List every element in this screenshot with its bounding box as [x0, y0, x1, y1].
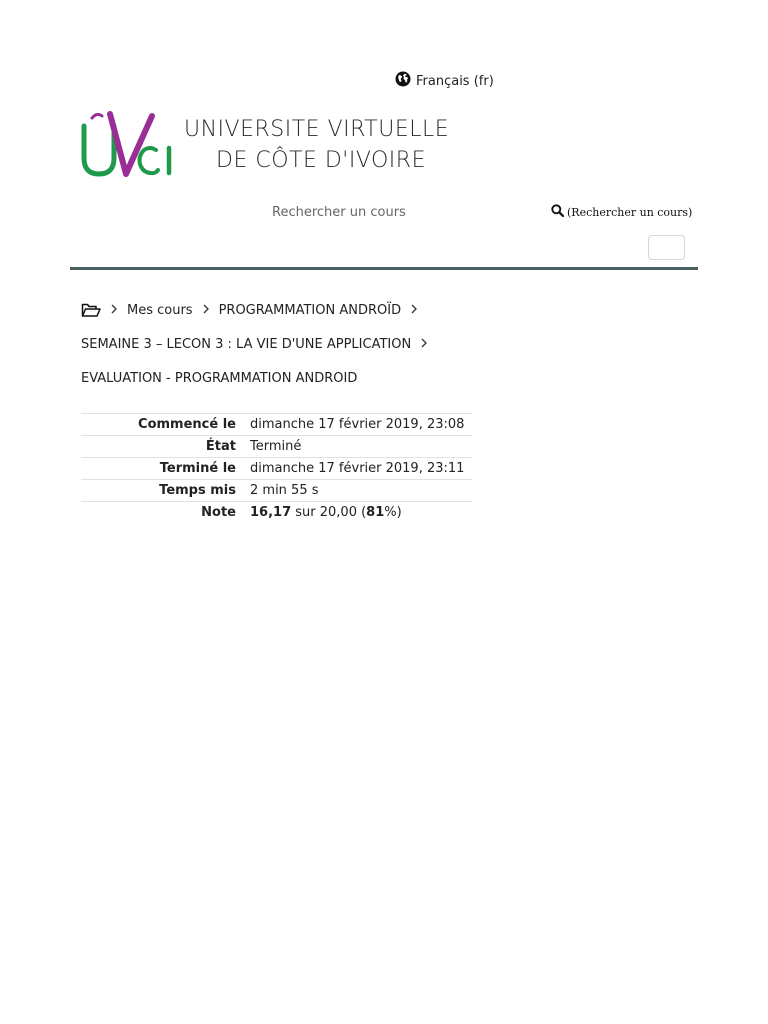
uvci-logo-mark: [80, 110, 180, 182]
row-label: Terminé le: [159, 460, 236, 476]
breadcrumb-row-1: [81, 302, 427, 318]
chevron-right-icon: [421, 337, 427, 352]
site-logo[interactable]: [80, 110, 460, 182]
grade-percent: 81: [366, 504, 385, 520]
table-row: [81, 458, 472, 480]
globe-icon: [395, 71, 416, 91]
language-selector[interactable]: [395, 72, 494, 90]
logo-line-1: UNIVERSITE VIRTUELLE: [184, 117, 450, 142]
language-label: Français (fr): [416, 73, 494, 89]
course-search-button[interactable]: [551, 203, 692, 221]
breadcrumb-item-course[interactable]: PROGRAMMATION ANDROÏD: [218, 302, 402, 318]
row-label: Commencé le: [138, 416, 236, 432]
breadcrumb-row-3: [81, 371, 357, 386]
breadcrumb-item-lesson[interactable]: SEMAINE 3 – LECON 3 : LA VIE D'UNE APPLICATION: [81, 337, 412, 352]
row-value: dimanche 17 février 2019, 23:08: [250, 416, 465, 432]
course-search-input[interactable]: [272, 202, 512, 222]
folder-open-icon[interactable]: [81, 302, 101, 318]
table-row-grade: [81, 502, 472, 524]
grade-value: [250, 502, 472, 524]
table-row: [81, 414, 472, 436]
grade-label: Note: [201, 504, 236, 520]
chevron-right-icon: [111, 303, 117, 318]
table-row: [81, 480, 472, 502]
table-row: [81, 436, 472, 458]
grade-percent-suffix: %): [384, 504, 402, 520]
quiz-attempt-summary-table: [81, 413, 472, 523]
navbar-toggle-button[interactable]: [648, 235, 685, 260]
row-value: Terminé: [250, 438, 302, 454]
search-button-label: (Rechercher un cours): [567, 205, 693, 219]
breadcrumb-row-2: [81, 337, 437, 352]
chevron-right-icon: [203, 303, 209, 318]
search-icon: [551, 204, 567, 220]
row-value: 2 min 55 s: [250, 482, 319, 498]
header-divider: [70, 267, 698, 270]
chevron-right-icon: [411, 303, 417, 318]
row-label: État: [205, 438, 236, 454]
grade-score: 16,17: [250, 504, 292, 520]
grade-out-of: sur 20,00 (: [291, 504, 367, 520]
breadcrumb-item-quiz[interactable]: EVALUATION - PROGRAMMATION ANDROID: [81, 371, 358, 386]
row-value: dimanche 17 février 2019, 23:11: [250, 460, 465, 476]
row-label: Temps mis: [159, 482, 236, 498]
breadcrumb-item-my-courses[interactable]: Mes cours: [127, 302, 193, 318]
logo-line-2: DE CÔTE D'IVOIRE: [216, 148, 426, 173]
